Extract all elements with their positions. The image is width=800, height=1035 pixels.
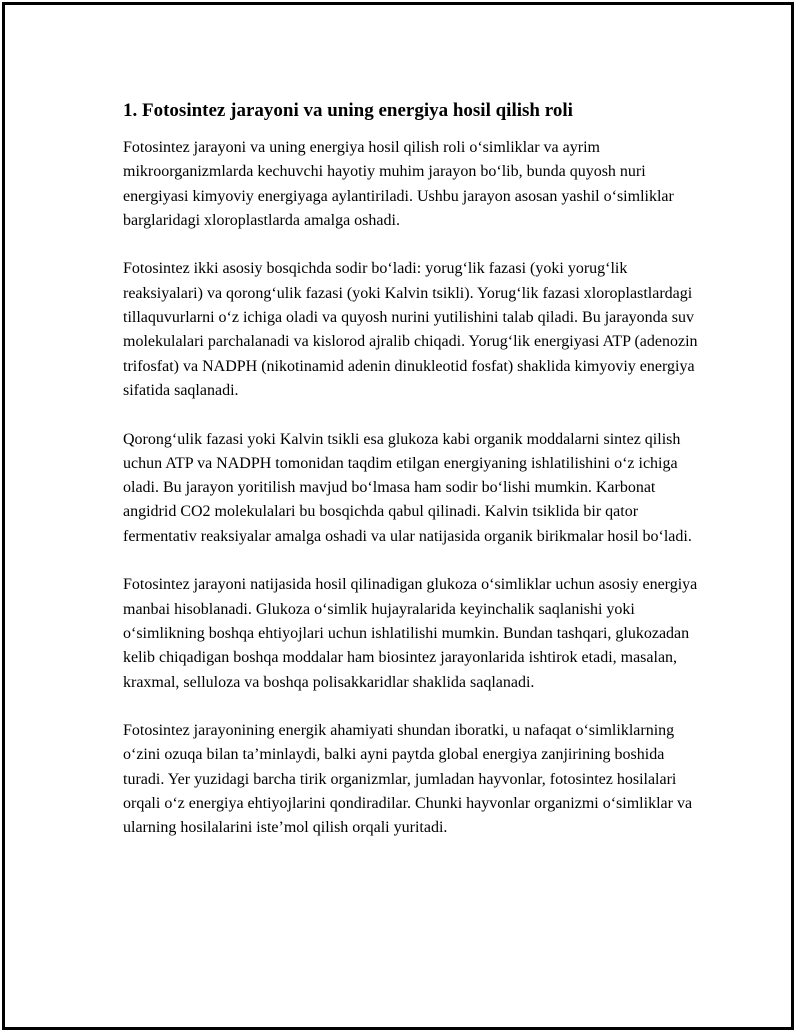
paragraph-3: Qorongʻulik fazasi yoki Kalvin tsikli esa glukoza kabi organik moddalarni sintez qilish uchun ATP va NADPH tomonidan taqdim etilgan energiyaning ishlatilishini oʻz ichiga oladi. Bu jarayon yoritilish mavjud boʻlmasa ham sodir boʻlishi mumkin. Karbonat angidrid CO2 molekulalari bu bosqichda qabul qilinadi. Kalvin tsiklida bir qator fermentativ reaksiyalar amalga oshadi va ular natijasida organik birikmalar hosil boʻladi. [123,430,692,545]
paragraph-1: Fotosintez jarayoni va uning energiya hosil qilish roli oʻsimliklar va ayrim mikroorganizmlarda kechuvchi hayotiy muhim jarayon boʻlib, bunda quyosh nuri energiyasi kimyoviy energiyaga aylantiriladi. Ushbu jarayon asosan yashil oʻsimliklar barglaridagi xloroplastlarda amalga oshadi. [123,139,674,229]
paragraph-4: Fotosintez jarayoni natijasida hosil qilinadigan glukoza oʻsimliklar uchun asosiy energiya manbai hisoblanadi. Glukoza oʻsimlik hujayralarida keyinchalik saqlanishi yoki oʻsimlikning boshqa ehtiyojlari uchun ishlatilishi mumkin. Bundan tashqari, glukozadan kelib chiqadigan boshqa moddalar ham biosintez jarayonlarida ishtirok etadi, masalan, kraxmal, selluloza va boshqa polisakkaridlar shaklida saqlanadi. [123,576,698,691]
document-body [123,98,703,865]
section-heading: 1. Fotosintez jarayoni va uning energiya hosil qilish roli [123,100,573,121]
page-frame [2,2,794,1030]
paragraph-5: Fotosintez jarayonining energik ahamiyati shundan iboratki, u nafaqat oʻsimliklarning oʻzini ozuqa bilan taʼminlaydi, balki ayni paytda global energiya zanjirining boshida turadi. Yer yuzidagi barcha tirik organizmlar, jumladan hayvonlar, fotosintez hosilalari orqali oʻz energiya ehtiyojlarini qondiradilar. Chunki hayvonlar organizmi oʻsimliklar va ularning hosilalarini isteʼmol qilish orqali yuritadi. [123,722,693,837]
paragraph-2: Fotosintez ikki asosiy bosqichda sodir boʻladi: yorugʻlik fazasi (yoki yorugʻlik reaksiyalari) va qorongʻulik fazasi (yoki Kalvin tsikli). Yorugʻlik fazasi xloroplastlardagi tillaquvurlarni oʻz ichiga oladi va quyosh nurini yutilishini talab qiladi. Bu jarayonda suv molekulalari parchalanadi va kislorod ajralib chiqadi. Yorugʻlik energiyasi ATP (adenozin trifosfat) va NADPH (nikotinamid adenin dinukleotid fosfat) shaklida kimyoviy energiya sifatida saqlanadi. [123,260,698,399]
